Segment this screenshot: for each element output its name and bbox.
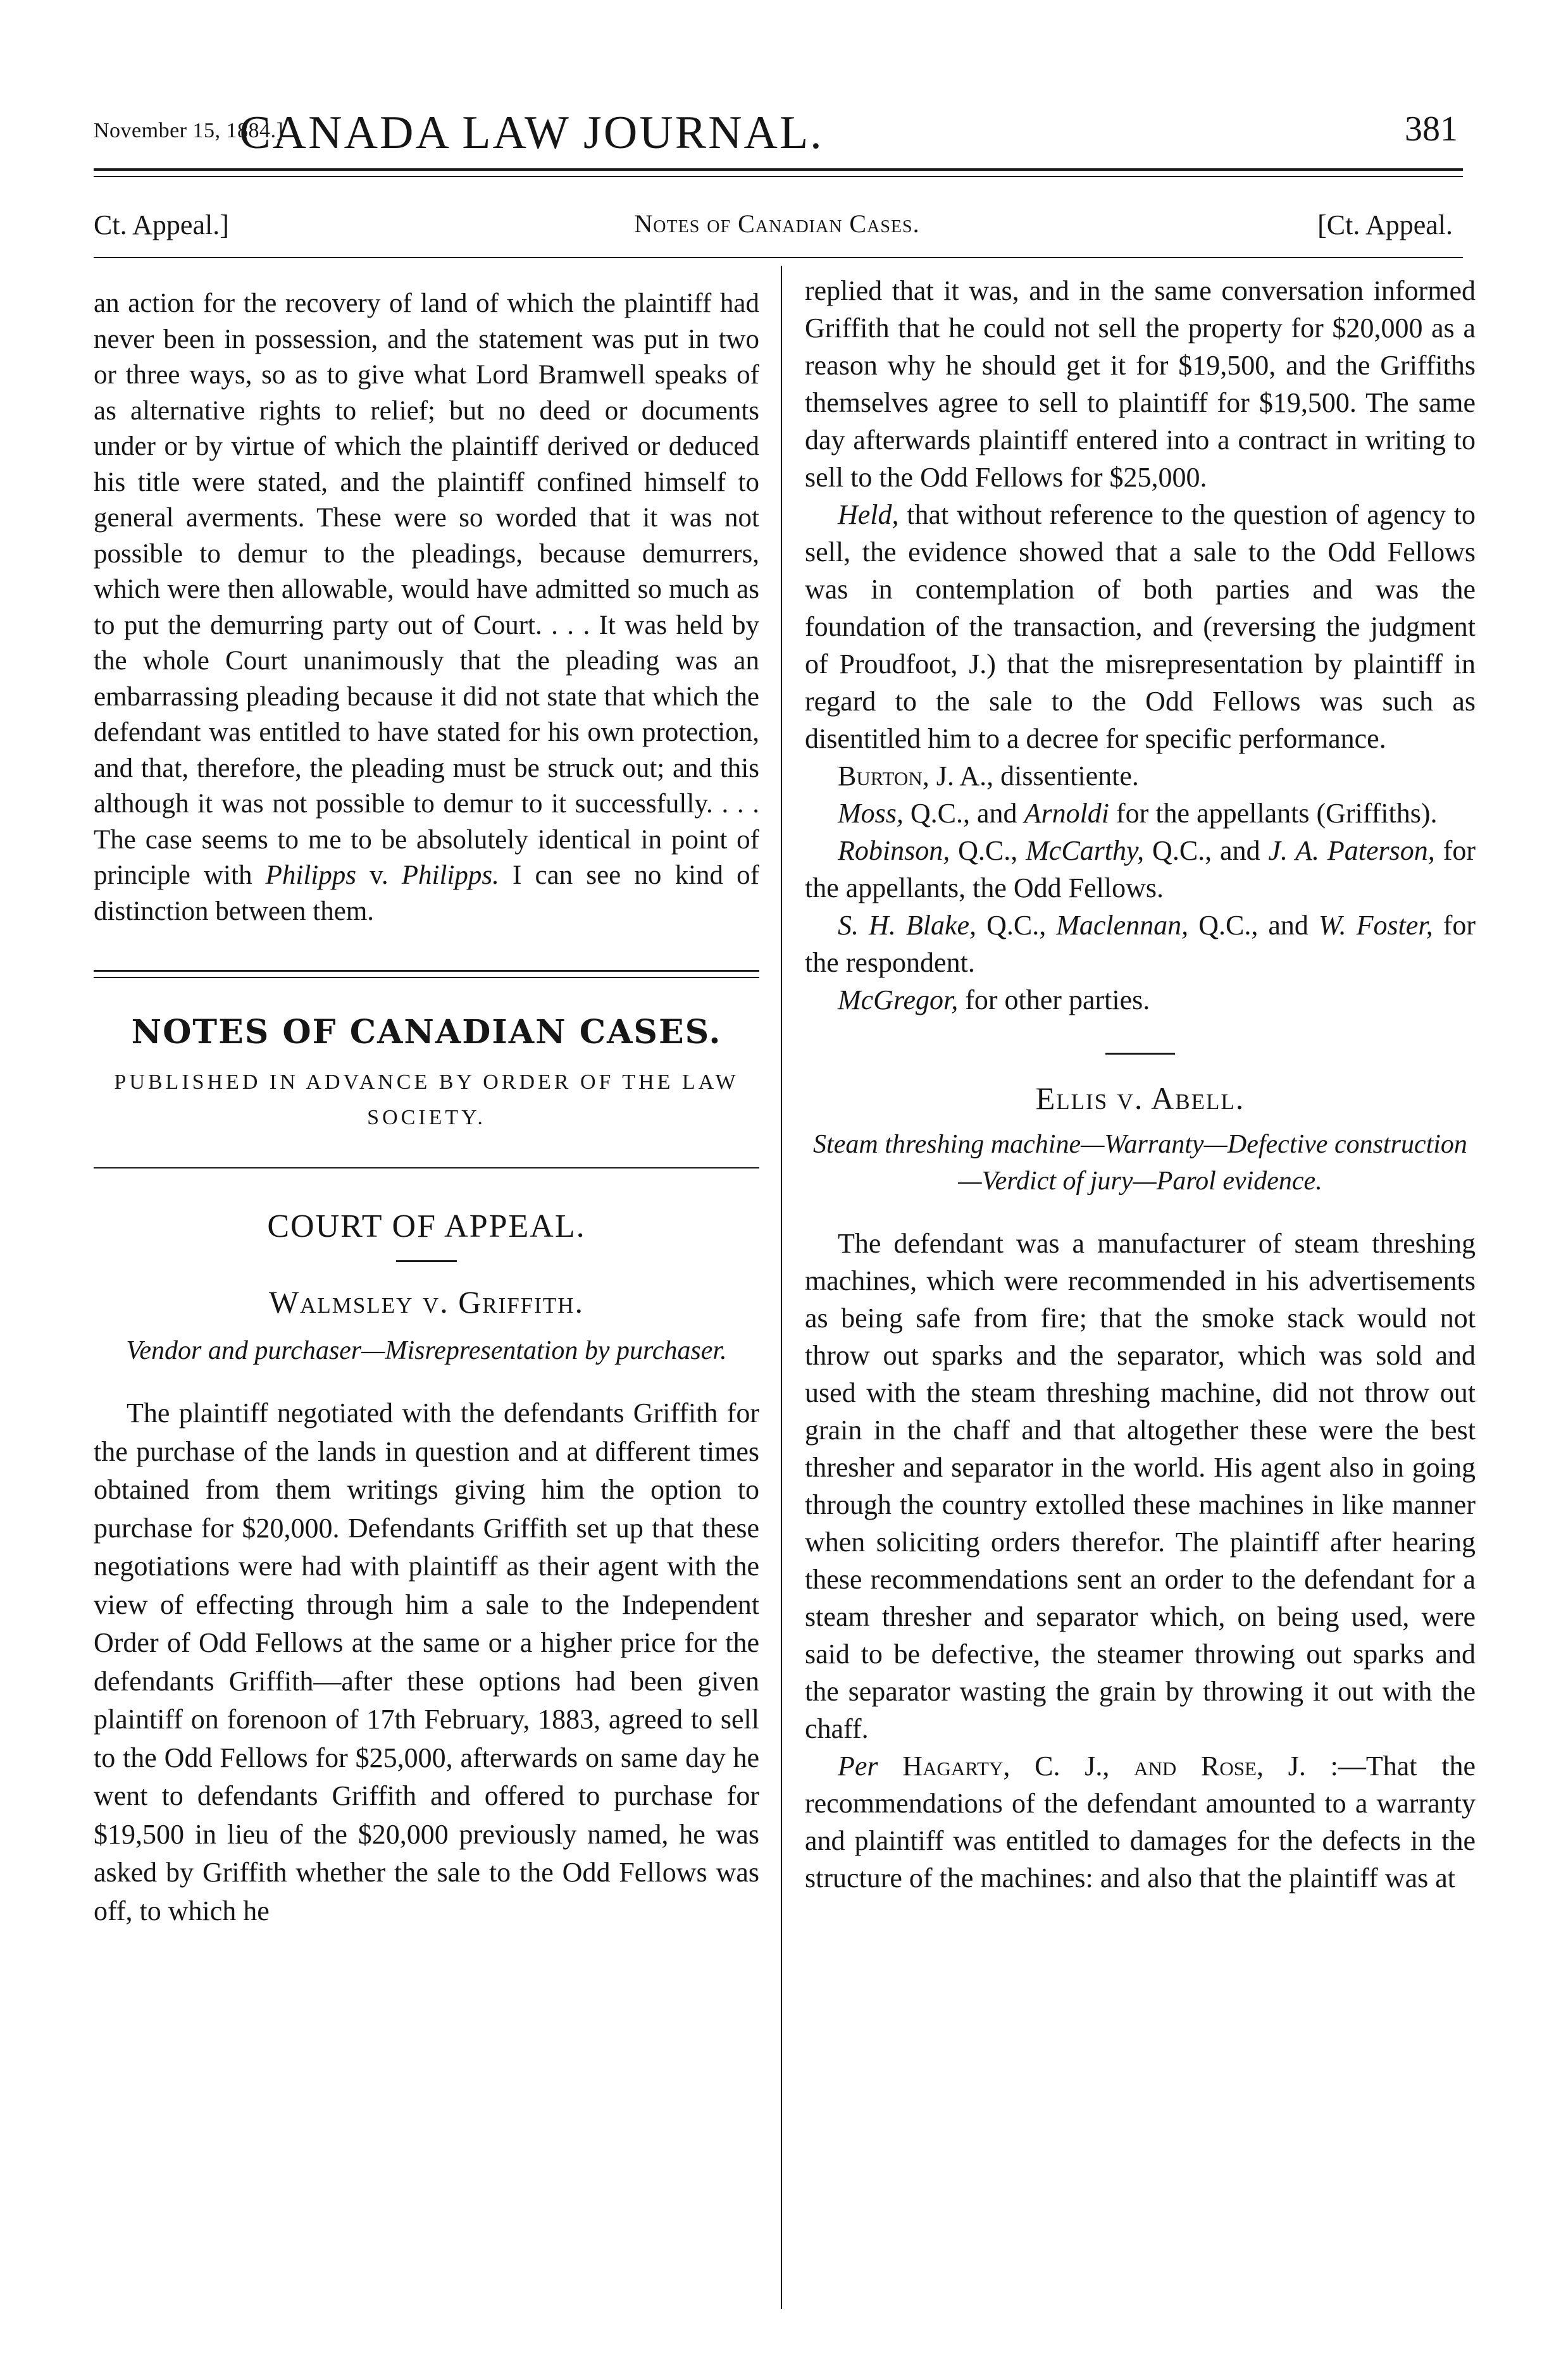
column-divider: [781, 266, 782, 2309]
page-number: 381: [1405, 109, 1458, 149]
judgment-paragraph: Per Hagarty, C. J., and Rose, J. :—That the recommendations of the defendant amounted to a warranty and plaintiff was entitled to damages for the defects in the structure of the machines: and also that the plaintiff was at: [805, 1751, 1476, 1893]
left-column: [94, 286, 759, 1930]
counsel-line: S. H. Blake, Q.C., Maclennan, Q.C., and W. Foster, for the respondent.: [805, 910, 1476, 978]
case-body: The defendant was a manufacturer of steam threshing machines, which were recommended in his advertisements as being safe from fire; that the smoke stack would not throw out sparks and the separator, which was sold and used with the steam threshing machine, did not throw out grain in the chaff and that altogether these were the best thresher and separator in the world. His agent also in going through the country extolled these machines in like manner when soliciting orders therefor. The plaintiff after hearing these recommendations sent an order to the defendant for a steam thresher and separator which, on being used, were said to be defective, the steamer throwing out sparks and the separator wasting the grain by throwing it out with the chaff.: [805, 1228, 1476, 1744]
court-heading: COURT OF APPEAL.: [267, 1208, 586, 1244]
case-title: Walmsley v. Griffith.: [268, 1284, 585, 1320]
journal-title: CANADA LAW JOURNAL.: [239, 107, 824, 159]
counsel-line: McGregor, for other parties.: [838, 984, 1150, 1015]
published-note: PUBLISHED IN ADVANCE BY ORDER OF THE LAW SOCIETY.: [114, 1070, 739, 1129]
case-subtitle: Steam threshing machine—Warranty—Defective construction—Verdict of jury—Parol evidence.: [813, 1130, 1467, 1196]
dissent-line: Burton, J. A., dissentiente.: [838, 760, 1139, 791]
section-title: NOTES OF CANADIAN CASES.: [131, 1013, 722, 1051]
case-citation: Philipps: [265, 860, 356, 890]
issue-date: November 15, 1884.]: [94, 119, 284, 142]
case-title: Ellis v. Abell.: [1035, 1081, 1245, 1116]
right-column: [805, 272, 1476, 1897]
counsel-line: Robinson, Q.C., McCarthy, Q.C., and J. A. Paterson, for the appellants, the Odd Fellows.: [805, 835, 1476, 903]
running-head-right: [Ct. Appeal.: [1317, 209, 1453, 240]
counsel-line: Moss, Q.C., and Arnoldi for the appellants (Griffiths).: [838, 798, 1438, 829]
held-paragraph: Held, that without reference to the question of agency to sell, the evidence showed that a sale to the Odd Fellows was in contemplation of both parties and was the foundation of the transaction, and (reversing the judgment of Proudfoot, J.) that the misrepresentation by plaintiff in regard to the sale to the Odd Fellows was such as disentitled him to a decree for specific performance.: [805, 499, 1476, 754]
continuation-paragraph: an action for the recovery of land of which the plaintiff had never been in possession, and the statement was put in two or three ways, so as to give what Lord Bramwell speaks of as alternative rights to relief; but no deed or documents under or by virtue of which the plaintiff derived or deduced his title were stated, and the plaintiff confined himself to general averments. These were so worded that it was not possible to demur to the pleadings, because demurrers, which were then allowable, would have admitted so much as to put the demurring party out of Court. . . . It was held by the whole Court unanimously that the pleading was an embarrassing pleading because it did not state that which the defendant was entitled to have stated for his own protection, and that, therefore, the pleading must be struck out; and this although it was not possible to demur to it successfully. . . . The case seems to me to be absolutely identical in point of principle with Philipps v. Philipps. I can see no kind of distinction between them.: [94, 288, 760, 926]
header-rule-top: [94, 168, 1463, 171]
subheader-rule: [94, 257, 1463, 258]
case-subtitle: Vendor and purchaser—Misrepresentation by purchaser.: [126, 1336, 727, 1365]
running-head-left: Ct. Appeal.]: [94, 209, 229, 240]
header-rule-bottom: [94, 176, 1463, 177]
section-rule: [94, 970, 759, 978]
case-body: The plaintiff negotiated with the defendants Griffith for the purchase of the lands in question and at different times obtained from them writings giving him the option to purchase for $20,000. Defendants Griffith set up that these negotiations were had with plaintiff as their agent with the view of effecting through him a sale to the Independent Order of Odd Fellows at the same or a higher price for the defendants Griffith—after these options had been given plaintiff on forenoon of 17th February, 1883, agreed to sell to the Odd Fellows for $25,000, afterwards on same day he went to defendants Griffith and offered to purchase for $19,500 in lieu of the $20,000 previously named, he was asked by Griffith whether the sale to the Odd Fellows was off, to which he: [94, 1398, 759, 1926]
running-head-center: Notes of Canadian Cases.: [634, 209, 920, 238]
continuation-paragraph: replied that it was, and in the same conversation informed Griffith that he could not sell the property for $20,000 as a reason why he should get it for $19,500, and the Griffiths themselves agree to sell to plaintiff for $19,500. The same day afterwards plaintiff entered into a contract in writing to sell to the Odd Fellows for $25,000.: [805, 275, 1476, 493]
